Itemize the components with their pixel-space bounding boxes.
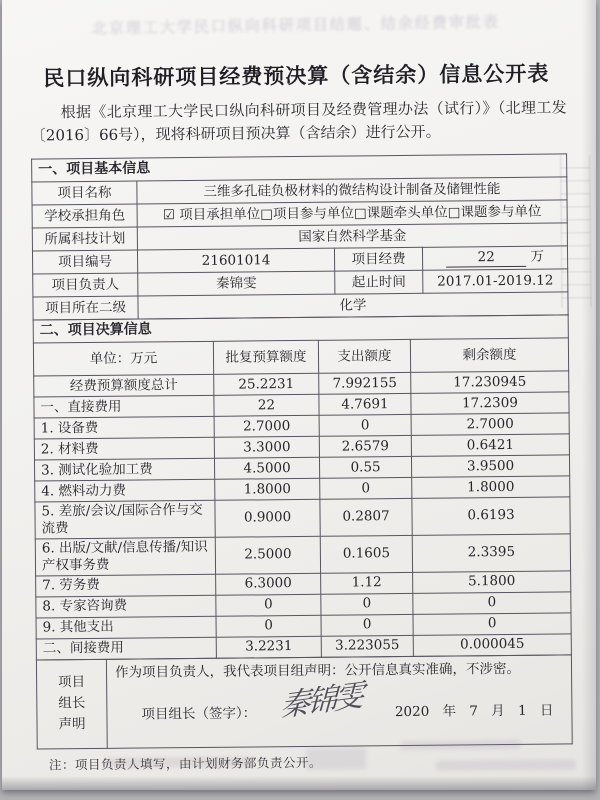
declaration-content bbox=[106, 654, 572, 747]
declaration-row bbox=[36, 654, 572, 748]
paper-edge-shade bbox=[2, 776, 596, 790]
period-label: 起止时间 bbox=[335, 270, 423, 294]
signature-row bbox=[115, 678, 563, 725]
row-label: 一、直接费用 bbox=[34, 395, 214, 418]
row-remain: 0.6193 bbox=[412, 497, 570, 535]
signature-label: 项目组长（签字）： bbox=[141, 705, 257, 723]
row-label: 经费预算额度总计 bbox=[34, 374, 214, 397]
row-spent: 0 bbox=[320, 477, 412, 499]
project-name-value: 三维多孔硅负极材料的微结构设计制备及储锂性能 bbox=[137, 177, 567, 204]
row-spent: 0 bbox=[319, 414, 411, 436]
funding-amount: 22 bbox=[446, 249, 526, 268]
declaration-label-line: 项目 bbox=[58, 674, 86, 691]
project-no-value: 21601014 bbox=[137, 248, 334, 273]
declaration-table bbox=[36, 654, 573, 749]
row-label: 3. 测试化验加工费 bbox=[34, 458, 214, 481]
row-label: 1. 设备费 bbox=[34, 416, 214, 439]
leader-label: 项目负责人 bbox=[33, 273, 138, 297]
row-label: 9. 其他支出 bbox=[36, 616, 216, 639]
bleed-through-mark bbox=[104, 756, 254, 767]
row-remain: 1.8000 bbox=[412, 476, 570, 499]
declaration-label-line: 组长 bbox=[58, 695, 86, 712]
signature-date: 2020 年 7 月 1 日 bbox=[394, 702, 554, 721]
row-label: 4. 燃料动力费 bbox=[35, 479, 215, 502]
funding-unit: 万 bbox=[530, 248, 545, 265]
page-title: 民口纵向科研项目经费预决算（含结余）信息公开表 bbox=[43, 60, 550, 91]
budget-header-row bbox=[33, 338, 568, 376]
row-budget: 25.2231 bbox=[214, 373, 319, 395]
row-remain: 5.1800 bbox=[413, 570, 571, 593]
row-budget: 2.7000 bbox=[214, 415, 319, 437]
row-label: 8. 专家咨询费 bbox=[36, 595, 216, 618]
row-budget: 0 bbox=[216, 615, 321, 637]
row-remain: 0.6421 bbox=[411, 434, 569, 457]
row-spent: 2.6579 bbox=[319, 435, 411, 457]
budget-table bbox=[33, 314, 572, 660]
col-header-remain: 剩余额度 bbox=[410, 338, 568, 373]
bleed-through-mark bbox=[436, 759, 576, 770]
handwritten-signature: 秦锦雯 bbox=[279, 678, 362, 725]
row-budget: 22 bbox=[214, 394, 319, 416]
declaration-row-label bbox=[36, 659, 107, 749]
leader-value: 秦锦雯 bbox=[138, 271, 335, 296]
table-row bbox=[35, 497, 570, 539]
period-value: 2017.01-2019.12 bbox=[423, 269, 568, 293]
row-spent: 0.1605 bbox=[320, 535, 412, 573]
role-checkbox-options: ☑ 项目承担单位□项目参与单位□课题牵头单位□课题参与单位 bbox=[137, 200, 567, 227]
col-header-spent: 支出额度 bbox=[318, 339, 410, 373]
section-1-title: 一、项目基本信息 bbox=[32, 154, 567, 182]
funding-value bbox=[422, 246, 567, 270]
row-budget: 0.9000 bbox=[215, 499, 320, 537]
basic-info-table bbox=[31, 153, 569, 320]
row-budget: 0 bbox=[216, 594, 321, 616]
bleed-through-mark bbox=[401, 740, 521, 750]
paper-edge-shade bbox=[582, 0, 596, 790]
row-remain: 3.9500 bbox=[411, 455, 569, 478]
row-remain: 2.7000 bbox=[411, 413, 569, 436]
row-remain: 0 bbox=[413, 591, 571, 614]
dept-value: 化学 bbox=[138, 292, 568, 319]
row-label: 6. 出版/文献/信息传播/知识产权事务费 bbox=[35, 537, 215, 575]
row-spent: 0 bbox=[321, 614, 413, 636]
row-budget: 1.8000 bbox=[215, 478, 320, 500]
row-budget: 3.3000 bbox=[214, 436, 319, 458]
row-budget: 3.2231 bbox=[216, 636, 321, 658]
row-spent: 0.2807 bbox=[320, 498, 412, 536]
declaration-statement: 作为项目负责人，我代表项目组声明：公开信息真实准确，不涉密。 bbox=[114, 660, 521, 681]
row-budget: 2.5000 bbox=[215, 536, 320, 574]
row-spent: 0.55 bbox=[319, 456, 411, 478]
role-label: 学校承担角色 bbox=[32, 204, 137, 228]
row-spent: 7.992155 bbox=[319, 372, 411, 394]
program-value: 国家自然科学基金 bbox=[137, 223, 567, 250]
scanned-paper bbox=[2, 0, 596, 790]
project-name-label: 项目名称 bbox=[32, 181, 137, 205]
bleed-through-title: 北京理工大学民口纵向科研项目结题、结余经费审批表 bbox=[91, 12, 500, 38]
row-remain: 0.000045 bbox=[413, 633, 571, 656]
row-remain: 0 bbox=[413, 612, 571, 635]
form bbox=[31, 153, 572, 773]
funding-label: 项目经费 bbox=[334, 247, 422, 271]
row-budget: 6.3000 bbox=[216, 573, 321, 595]
footer-note: 注：项目负责人填写，由计划财务部负责公开。 bbox=[48, 754, 322, 772]
col-header-budget: 批复预算额度 bbox=[213, 340, 318, 374]
intro-paragraph: 根据《北京理工大学民口纵向科研项目及经费管理办法（试行）》（北理工发〔2016〕66号），现将科研项目预决算（含结余）进行公开。 bbox=[30, 98, 567, 145]
project-no-label: 项目编号 bbox=[32, 250, 137, 274]
row-spent: 1.12 bbox=[321, 572, 413, 594]
table-row bbox=[35, 534, 570, 576]
col-header-unit: 单位：万元 bbox=[33, 341, 213, 376]
row-remain: 17.230945 bbox=[411, 371, 569, 394]
program-label: 所属科技计划 bbox=[32, 227, 137, 251]
row-label: 2. 材料费 bbox=[34, 437, 214, 460]
row-remain: 2.3395 bbox=[412, 534, 570, 572]
row-budget: 4.5000 bbox=[214, 457, 319, 479]
declaration-label-line: 声明 bbox=[58, 716, 86, 733]
row-spent: 3.223055 bbox=[321, 635, 413, 657]
section-2-title: 二、项目决算信息 bbox=[33, 315, 568, 343]
dept-label: 项目所在二级 bbox=[33, 296, 138, 320]
row-label: 7. 劳务费 bbox=[36, 574, 216, 597]
row-label: 5. 差旅/会议/国际合作与交流费 bbox=[35, 500, 215, 538]
row-remain: 17.2309 bbox=[411, 392, 569, 415]
row-spent: 0 bbox=[321, 593, 413, 615]
bleed-through-mark bbox=[306, 747, 366, 770]
row-label: 二、间接费用 bbox=[36, 637, 216, 660]
row-spent: 4.7691 bbox=[319, 393, 411, 415]
